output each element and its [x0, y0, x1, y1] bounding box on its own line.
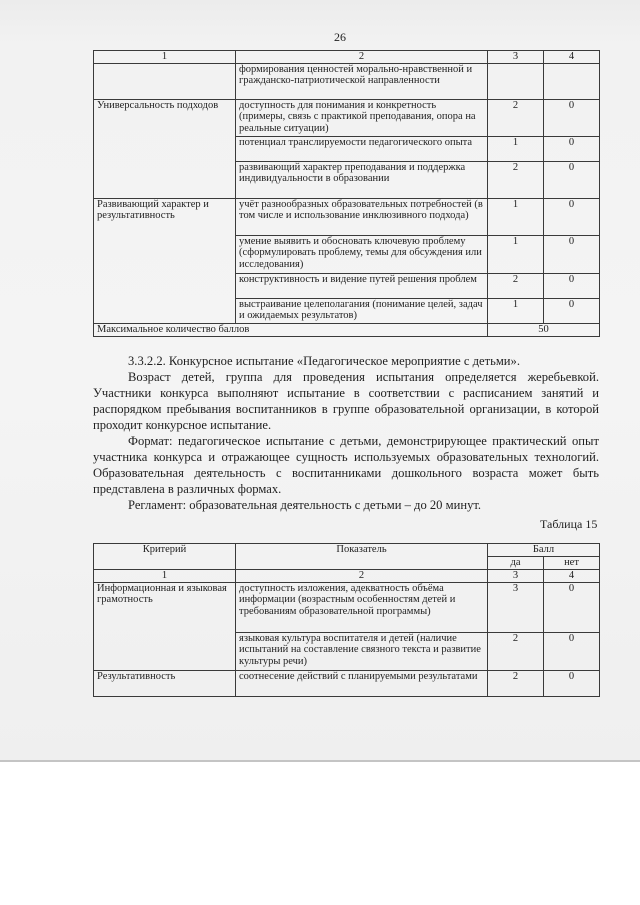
total-label: Максимальное количество баллов [94, 323, 488, 336]
criterion-cell [94, 63, 236, 99]
col-number-1: 1 [94, 570, 236, 583]
indicator-cell: доступность для понимания и конкретность (примеры, связь с практикой преподавания, опора на реальные ситуации) [236, 99, 488, 136]
criterion-cell: Универсальность подходов [94, 99, 236, 136]
paragraph-format: Формат: педагогическое испытание с детьми, демонстрирующее практический опыт участника конкурса и отражающее сущность используемых образовательных технологий. Образовательная деятельность с воспитанниками дошкольного возраста может быть представлена в различных формах. [93, 434, 599, 496]
criterion-cell [94, 161, 236, 198]
evaluation-table-14 [93, 50, 600, 337]
header-criterion: Критерий [94, 544, 236, 570]
score-yes-cell: 2 [488, 273, 544, 298]
header-score: Балл [488, 544, 600, 557]
table-row [94, 632, 600, 670]
indicator-cell: конструктивность и видение путей решения проблем [236, 273, 488, 298]
paragraph-age: Возраст детей, группа для проведения испытания определяется жеребьевкой. Участники конкурса выполняют испытание в соответствии с расписанием занятий и распорядком пребывания воспитанников в группе образовательной организации, в которой проходит конкурсное испытание. [93, 370, 599, 432]
score-yes-cell [488, 63, 544, 99]
score-yes-cell: 1 [488, 136, 544, 161]
score-no-cell: 0 [544, 99, 600, 136]
table-row [94, 670, 600, 696]
indicator-cell: соотнесение действий с планируемыми результатами [236, 670, 488, 696]
score-no-cell: 0 [544, 161, 600, 198]
indicator-cell: формирования ценностей морально-нравственной и гражданско-патриотической направленности [236, 63, 488, 99]
indicator-cell: потенциал транслируемости педагогического опыта [236, 136, 488, 161]
indicator-cell: умение выявить и обосновать ключевую проблему (сформулировать проблему, темы для обсуждения или исследования) [236, 235, 488, 273]
col-number-2: 2 [236, 51, 488, 64]
col-number-3: 3 [488, 51, 544, 64]
score-yes-cell: 2 [488, 670, 544, 696]
score-no-cell: 0 [544, 632, 600, 670]
table-row [94, 235, 600, 273]
criterion-cell: Развивающий характер и результативность [94, 198, 236, 235]
header-indicator: Показатель [236, 544, 488, 570]
score-no-cell [544, 63, 600, 99]
score-no-cell: 0 [544, 582, 600, 632]
indicator-cell: выстраивание целеполагания (понимание целей, задач и ожидаемых результатов) [236, 298, 488, 323]
table-row [94, 582, 600, 632]
total-row [94, 323, 600, 336]
evaluation-table-15 [93, 543, 600, 697]
criterion-cell: Результативность [94, 670, 236, 696]
table-row [94, 161, 600, 198]
col-number-4: 4 [544, 570, 600, 583]
paragraph-regulation: Регламент: образовательная деятельность с детьми – до 20 минут. [128, 498, 482, 512]
table-row [94, 136, 600, 161]
scan-edge [0, 760, 640, 762]
score-no-cell: 0 [544, 235, 600, 273]
score-yes-cell: 1 [488, 235, 544, 273]
criterion-cell [94, 235, 236, 273]
table-row [94, 198, 600, 235]
criterion-cell [94, 136, 236, 161]
score-no-cell: 0 [544, 273, 600, 298]
criterion-cell [94, 298, 236, 323]
section-heading: 3.3.2.2. Конкурсное испытание «Педагогическое мероприятие с детьми». [128, 354, 520, 368]
col-number-1: 1 [94, 51, 236, 64]
score-no-cell: 0 [544, 670, 600, 696]
header-no: нет [544, 557, 600, 570]
criterion-cell [94, 273, 236, 298]
criterion-cell [94, 632, 236, 670]
indicator-cell: языковая культура воспитателя и детей (наличие испытаний на составление связного текста и развитие культуры речи) [236, 632, 488, 670]
table-row [94, 63, 600, 99]
col-number-4: 4 [544, 51, 600, 64]
indicator-cell: учёт разнообразных образовательных потребностей (в том числе и использование инклюзивного подхода) [236, 198, 488, 235]
total-value: 50 [488, 323, 600, 336]
page-number: 26 [334, 30, 346, 44]
score-no-cell: 0 [544, 298, 600, 323]
score-yes-cell: 1 [488, 198, 544, 235]
score-no-cell: 0 [544, 198, 600, 235]
score-yes-cell: 3 [488, 582, 544, 632]
score-yes-cell: 2 [488, 161, 544, 198]
col-number-2: 2 [236, 570, 488, 583]
criterion-cell: Информационная и языковая грамотность [94, 582, 236, 632]
table-row [94, 298, 600, 323]
indicator-cell: развивающий характер преподавания и поддержка индивидуальности в образовании [236, 161, 488, 198]
col-number-3: 3 [488, 570, 544, 583]
indicator-cell: доступность изложения, адекватность объёма информации (возрастным особенностям детей и требованиям образовательной программы) [236, 582, 488, 632]
table-row [94, 273, 600, 298]
section-text [93, 353, 599, 513]
header-yes: да [488, 557, 544, 570]
score-no-cell: 0 [544, 136, 600, 161]
score-yes-cell: 2 [488, 99, 544, 136]
table-caption: Таблица 15 [540, 517, 598, 531]
table-row [94, 99, 600, 136]
score-yes-cell: 1 [488, 298, 544, 323]
score-yes-cell: 2 [488, 632, 544, 670]
